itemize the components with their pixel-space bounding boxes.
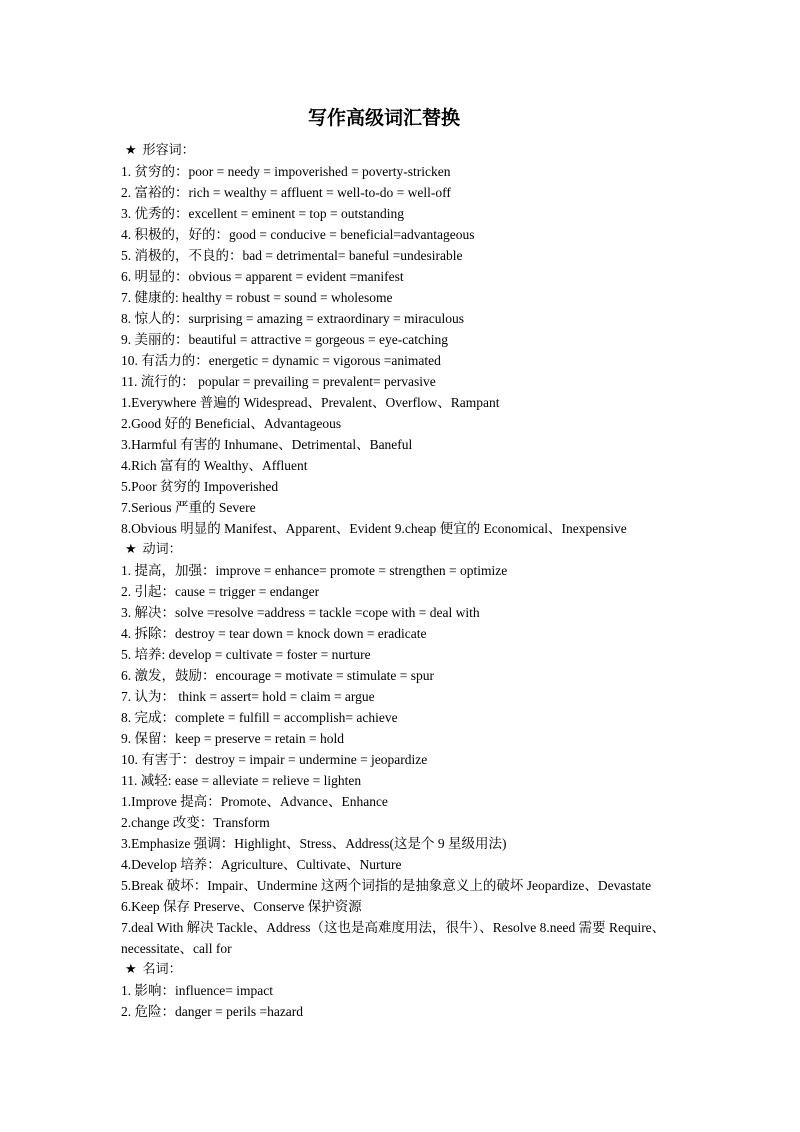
star-icon: ★	[125, 542, 137, 557]
list-item: 3. 解决：solve =resolve =address = tackle =cope with = deal with	[121, 605, 480, 620]
list-item: 6. 激发，鼓励：encourage = motivate = stimulate = spur	[121, 668, 435, 683]
list-item: 1. 提高，加强：improve = enhance= promote = strengthen = optimize	[121, 563, 508, 578]
document-body	[121, 140, 683, 1022]
list-item: 8.Obvious 明显的 Manifest、Apparent、Evident 9.cheap 便宜的 Economical、Inexpensive	[121, 521, 627, 536]
list-item: 4. 积极的，好的：good = conducive = beneficial=advantageous	[121, 227, 475, 242]
list-item: 2. 富裕的：rich = wealthy = affluent = well-to-do = well-off	[121, 185, 451, 200]
list-item: 3. 优秀的：excellent = eminent = top = outstanding	[121, 206, 405, 221]
list-item: 10. 有活力的：energetic = dynamic = vigorous =animated	[121, 353, 441, 368]
list-item: 1. 贫穷的：poor = needy = impoverished = poverty-stricken	[121, 164, 451, 179]
list-item: 4.Rich 富有的 Wealthy、Affluent	[121, 458, 308, 473]
list-item: 5. 培养: develop = cultivate = foster = nurture	[121, 647, 371, 662]
list-item: 8. 惊人的：surprising = amazing = extraordinary = miraculous	[121, 311, 465, 326]
list-item: 5. 消极的，不良的：bad = detrimental= baneful =undesirable	[121, 248, 463, 263]
page-title: 写作高级词汇替换	[307, 107, 460, 129]
list-item: 2. 引起：cause = trigger = endanger	[121, 584, 320, 599]
list-item: 7.Serious 严重的 Severe	[121, 500, 256, 515]
list-item: 7. 健康的: healthy = robust = sound = wholesome	[121, 290, 393, 305]
list-item: 10. 有害于：destroy = impair = undermine = jeopardize	[121, 752, 428, 767]
list-item: 8. 完成：complete = fulfill = accomplish= achieve	[121, 710, 398, 725]
list-item: 1.Everywhere 普遍的 Widespread、Prevalent、Overflow、Rampant	[121, 395, 500, 410]
section-header-adjectives: ★ 形容词：	[121, 140, 683, 161]
list-item: 5.Break 破坏：Impair、Undermine 这两个词指的是抽象意义上的破坏 Jeopardize、Devastate	[121, 878, 652, 893]
list-item: 3.Harmful 有害的 Inhumane、Detrimental、Baneful	[121, 437, 413, 452]
list-item: 5.Poor 贫穷的 Impoverished	[121, 479, 279, 494]
list-item: 6.Keep 保存 Preserve、Conserve 保护资源	[121, 899, 362, 914]
list-item: 2.change 改变：Transform	[121, 815, 270, 830]
star-icon: ★	[125, 143, 137, 158]
list-item: 9. 美丽的：beautiful = attractive = gorgeous = eye-catching	[121, 332, 448, 347]
list-item: 4. 拆除：destroy = tear down = knock down = eradicate	[121, 626, 427, 641]
list-item: 7.deal With 解决 Tackle、Address（这也是高难度用法，很牛）、Resolve 8.need 需要 Require、necessitate、call for	[121, 920, 666, 956]
star-icon: ★	[125, 962, 137, 977]
list-item: 2. 危险：danger = perils =hazard	[121, 1004, 304, 1019]
section-header-nouns: ★ 名词：	[121, 959, 683, 980]
list-item: 3.Emphasize 强调：Highlight、Stress、Address(这是个 9 星级用法)	[121, 836, 507, 851]
list-item: 6. 明显的：obvious = apparent = evident =manifest	[121, 269, 404, 284]
list-item: 11. 减轻: ease = alleviate = relieve = lighten	[121, 773, 362, 788]
list-item: 7. 认为： think = assert= hold = claim = argue	[121, 689, 375, 704]
list-item: 1. 影响：influence= impact	[121, 983, 273, 998]
section-header-verbs: ★ 动词：	[121, 539, 683, 560]
list-item: 1.Improve 提高：Promote、Advance、Enhance	[121, 794, 388, 809]
list-item: 9. 保留：keep = preserve = retain = hold	[121, 731, 345, 746]
list-item: 2.Good 好的 Beneficial、Advantageous	[121, 416, 342, 431]
list-item: 4.Develop 培养：Agriculture、Cultivate、Nurture	[121, 857, 402, 872]
list-item: 11. 流行的： popular = prevailing = prevalent= pervasive	[121, 374, 436, 389]
